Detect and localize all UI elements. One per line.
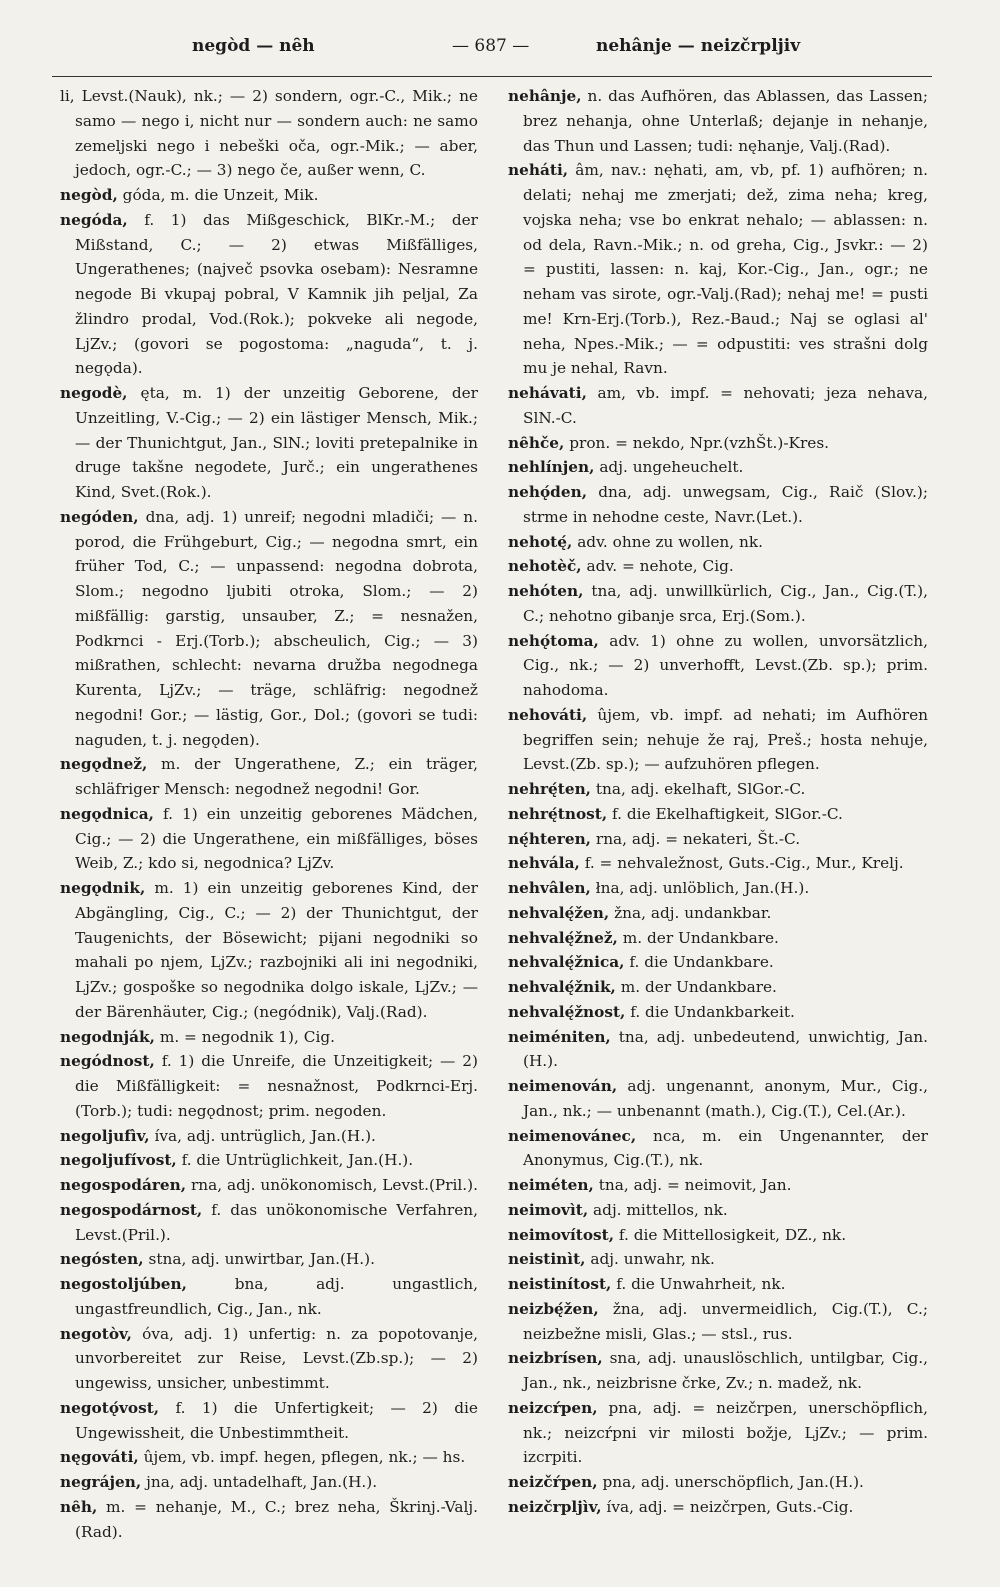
- entry-headword: nehováti,: [508, 705, 588, 724]
- entry-headword: neiméniten,: [508, 1027, 611, 1046]
- entry-definition: f. 1) die Unfertigkeit; — 2) die Ungewissheit, die Unbestimmtheit.: [75, 1398, 478, 1442]
- dictionary-entry: [508, 876, 928, 901]
- dictionary-entry: [508, 901, 928, 926]
- entry-definition: adj. ungeheuchelt.: [599, 458, 744, 477]
- dictionary-entry: [508, 530, 928, 555]
- entry-definition: âm, nav.: nęhati, am, vb, pf. 1) aufhören; n. delati; nehaj me zmerjati; dež, zima neha; kreg, vojska neha; vse bo enkrat nehalo; — ablassen: n. od dela, Ravn.-Mik.; n. od greha, Cig., Jsvkr.: — 2) = pustiti, lassen: n. kaj, Kor.-Cig., Jan., ogr.; ne neham vas sirote, ogr.-Valj.(Rad); nehaj me! = pusti me! Krn-Erj.(Torb.), Rez.-Baud.; Naj se oglasi al' neha, Npes.-Mik.; — = odpustiti: ves strašni dolg mu je nehal, Ravn.: [523, 161, 928, 378]
- entry-definition: f. 1) ein unzeitig geborenes Mädchen, Cig.; — 2) die Ungerathene, ein mißfälliges, böses Weib, Z.; kdo si, negodnica? LjZv.: [75, 804, 478, 873]
- dictionary-entry: [508, 1074, 928, 1124]
- dictionary-entry: [60, 1148, 478, 1173]
- entry-definition: li, Levst.(Nauk), nk.; — 2) sondern, ogr.-C., Mik.; ne samo — nego i, nicht nur — sondern auch: ne samo zemeljski nego i nebeški oča, ogr.-Mik.; — aber, jedoch, ogr.-C.; — 3) nego če, außer wenn, C.: [60, 87, 478, 180]
- entry-definition: pron. = nekdo, Npr.(vzhŠt.)-Kres.: [569, 433, 830, 452]
- entry-headword: neimenovánec,: [508, 1126, 637, 1145]
- entry-definition: pna, adj. = neizčrpen, unerschöpflich, nk.; neizcŕpni vir milosti božje, LjZv.; — prim. izcrpiti.: [523, 1398, 928, 1467]
- dictionary-entry: [508, 1247, 928, 1272]
- entry-headword: negǫdnica,: [60, 804, 154, 823]
- dictionary-entry: [60, 84, 478, 183]
- entry-definition: m. der Undankbare.: [622, 928, 779, 947]
- dictionary-entry: [508, 802, 928, 827]
- entry-definition: íva, adj. untrüglich, Jan.(H.).: [154, 1126, 376, 1145]
- dictionary-entry: [508, 1198, 928, 1223]
- entry-headword: neistinítost,: [508, 1275, 612, 1293]
- header-left-guide-words: negòd — nȇh: [192, 36, 315, 56]
- entry-headword: nehvâlen,: [508, 879, 591, 897]
- dictionary-entry: [508, 1025, 928, 1075]
- dictionary-entry: [60, 1396, 478, 1446]
- entry-definition: f. = nehvaležnost, Guts.-Cig., Mur., Krelj.: [584, 854, 904, 873]
- entry-headword: negòd,: [60, 186, 118, 204]
- entry-headword: neimovítost,: [508, 1225, 615, 1244]
- entry-headword: negostoljúben,: [60, 1275, 187, 1293]
- entry-headword: negotòv,: [60, 1324, 132, 1343]
- dictionary-entry: [508, 1223, 928, 1248]
- header-rule: [52, 76, 932, 77]
- dictionary-entry: [60, 208, 478, 381]
- dictionary-entry: [508, 777, 928, 802]
- dictionary-entry: [60, 1124, 478, 1149]
- entry-headword: neizčŕpen,: [508, 1473, 598, 1491]
- dictionary-entry: [508, 431, 928, 456]
- entry-definition: íva, adj. = neizčrpen, Guts.-Cig.: [606, 1497, 854, 1516]
- entry-headword: nehávati,: [508, 384, 587, 402]
- page-header: [60, 36, 932, 64]
- entry-definition: adj. unwahr, nk.: [590, 1250, 715, 1269]
- entry-definition: adv. = nehote, Cig.: [586, 557, 734, 576]
- dictionary-entry: [60, 1495, 478, 1545]
- entry-definition: m. der Undankbare.: [620, 978, 777, 996]
- entry-headword: nehvalę́žnica,: [508, 953, 625, 972]
- dictionary-entry: [508, 1272, 928, 1297]
- entry-headword: nehrę́ten,: [508, 780, 592, 798]
- entry-definition: f. das unökonomische Verfahren, Levst.(Pril.).: [75, 1200, 478, 1244]
- right-column: [508, 84, 928, 1564]
- entry-definition: tna, adj. unwillkürlich, Cig., Jan., Cig.(T.), C.; nehotno gibanje srca, Erj.(Som.).: [523, 582, 928, 625]
- entry-headword: nehotę́,: [508, 532, 573, 551]
- entry-headword: negoljufívost,: [60, 1151, 177, 1170]
- entry-definition: dna, adj. 1) unreif; negodni mladiči; — n. porod, die Frühgeburt, Cig.; — negodna smrt, ein früher Tod, C.; — unpassend: negodna dobrota, Slom.; negodno ljubiti otroka, Slom.; — 2) mißfällig: garstig, unsauber, Z.; = nesnažen, Podkrnci - Erj.(Torb.); abscheulich, Cig.; — 3) mißrathen, schlecht: nevarna družba negodnega Kurenta, LjZv.; — träge, schläfrig: negodnež negodni! Gor.; — lästig, Gor., Dol.; (govori se tudi: naguden, t. j. negǫden).: [75, 507, 478, 749]
- entry-headword: neizčrpljìv,: [508, 1497, 602, 1516]
- dictionary-entry: [508, 158, 928, 381]
- entry-definition: m. = nehanje, M., C.; brez neha, Škrinj.-Valj.(Rad).: [75, 1497, 478, 1541]
- dictionary-entry: [60, 381, 478, 505]
- entry-headword: nȇhče,: [508, 433, 565, 452]
- entry-headword: negóda,: [60, 210, 128, 229]
- entry-definition: pna, adj. unerschöpflich, Jan.(H.).: [602, 1473, 864, 1491]
- dictionary-entry: [60, 1025, 478, 1050]
- entry-definition: f. die Undankbarkeit.: [630, 1002, 795, 1021]
- entry-definition: žna, adj. undankbar.: [614, 903, 772, 922]
- entry-headword: negrájen,: [60, 1473, 142, 1491]
- dictionary-entry: [508, 629, 928, 703]
- dictionary-entry: [508, 950, 928, 975]
- entry-definition: ęta, m. 1) der unzeitig Geborene, der Unzeitling, V.-Cig.; — 2) ein lästiger Mensch, Mik.; — der Thunichtgut, Jan., SlN.; loviti pretepalnike in druge takšne negodete, Jurč.; ein ungerathenes Kind, Svet.(Rok.).: [75, 384, 478, 501]
- dictionary-entry: [508, 1297, 928, 1347]
- dictionary-entry: [508, 1396, 928, 1470]
- entry-definition: óva, adj. 1) unfertig: n. za popotovanje, unvorbereitet zur Reise, Levst.(Zb.sp.); — 2) ungewiss, unsicher, unbestimmt.: [75, 1324, 478, 1392]
- entry-headword: nę́hteren,: [508, 829, 592, 848]
- dictionary-entry: [60, 752, 478, 802]
- dictionary-entry: [508, 1000, 928, 1025]
- entry-headword: negospodáren,: [60, 1176, 187, 1194]
- entry-definition: bna, adj. ungastlich, ungastfreundlich, Cig., Jan., nk.: [75, 1275, 478, 1318]
- entry-headword: nȇh,: [60, 1497, 98, 1516]
- dictionary-entry: [60, 1049, 478, 1123]
- entry-definition: stna, adj. unwirtbar, Jan.(H.).: [148, 1250, 375, 1269]
- entry-headword: nęgováti,: [60, 1448, 139, 1467]
- entry-headword: negotǫ́vost,: [60, 1398, 160, 1417]
- dictionary-entry: [508, 480, 928, 530]
- dictionary-entry: [508, 1173, 928, 1198]
- entry-headword: negódnost,: [60, 1052, 155, 1071]
- entry-definition: rna, adj. = nekateri, Št.-C.: [595, 829, 801, 848]
- entry-headword: nehlínjen,: [508, 458, 595, 477]
- entry-definition: f. die Untrüglichkeit, Jan.(H.).: [181, 1151, 414, 1170]
- dictionary-entry: [508, 84, 928, 158]
- entry-definition: f. die Undankbare.: [629, 953, 774, 972]
- dictionary-entry: [508, 851, 928, 876]
- entry-headword: nehóten,: [508, 582, 584, 600]
- entry-definition: m. = negodnik 1), Cig.: [159, 1027, 335, 1046]
- entry-headword: nehǫ́toma,: [508, 631, 599, 650]
- dictionary-entry: [508, 455, 928, 480]
- dictionary-entry: [60, 1445, 478, 1470]
- dictionary-entry: [508, 1346, 928, 1396]
- entry-definition: rna, adj. unökonomisch, Levst.(Pril.).: [191, 1176, 478, 1194]
- entry-headword: negǫdnik,: [60, 879, 146, 897]
- entry-definition: f. 1) die Unreife, die Unzeitigkeit; — 2) die Mißfälligkeit: = nesnažnost, Podkrnci-Erj.(Torb.); tudi: negǫdnost; prim. negoden.: [75, 1052, 478, 1120]
- entry-definition: nca, m. ein Ungenannter, der Anonymus, Cig.(T.), nk.: [523, 1126, 928, 1170]
- dictionary-entry: [60, 1198, 478, 1248]
- dictionary-entry: [508, 1124, 928, 1174]
- dictionary-entry: [60, 505, 478, 753]
- entry-definition: tna, adj. = neimovit, Jan.: [598, 1176, 792, 1194]
- entry-definition: f. die Ekelhaftigkeit, SlGor.-C.: [612, 804, 843, 823]
- entry-definition: adv. 1) ohne zu wollen, unvorsätzlich, Cig., nk.; — 2) unverhofft, Levst.(Zb. sp.); prim. nahodoma.: [523, 631, 928, 699]
- entry-definition: tna, adj. ekelhaft, SlGor.-C.: [595, 780, 806, 798]
- dictionary-entry: [508, 703, 928, 777]
- entry-definition: m. der Ungerathene, Z.; ein träger, schläfriger Mensch: negodnež negodni! Gor.: [75, 755, 478, 798]
- entry-headword: nehvalę́žnik,: [508, 978, 616, 996]
- entry-definition: adj. ungenannt, anonym, Mur., Cig., Jan., nk.; — unbenannt (math.), Cig.(T.), Cel.(Ar.).: [523, 1077, 928, 1120]
- entry-headword: nehvála,: [508, 854, 580, 873]
- entry-definition: tna, adj. unbedeutend, unwichtig, Jan.(H.).: [523, 1027, 928, 1071]
- dictionary-entry: [508, 579, 928, 629]
- entry-headword: negodè,: [60, 384, 128, 402]
- entry-definition: łna, adj. unlöblich, Jan.(H.).: [595, 879, 810, 897]
- entry-definition: n. das Aufhören, das Ablassen, das Lassen; brez nehanja, ohne Unterlaß; dejanje in nehanje, das Thun und Lassen; tudi: nęhanje, Valj.(Rad).: [523, 87, 928, 155]
- entry-headword: nehvalę́žen,: [508, 903, 610, 922]
- entry-headword: nehotèč,: [508, 557, 582, 576]
- entry-headword: neistinìt,: [508, 1250, 586, 1269]
- dictionary-entry: [60, 1247, 478, 1272]
- dictionary-entry: [508, 827, 928, 852]
- dictionary-entry: [60, 876, 478, 1025]
- dictionary-entry: [508, 1495, 928, 1520]
- entry-definition: sna, adj. unauslöschlich, untilgbar, Cig., Jan., nk., neizbrisne črke, Zv.; n. madež, nk.: [523, 1349, 928, 1392]
- header-right-guide-words: nehânje — neizčrpljiv: [596, 36, 801, 56]
- entry-definition: m. 1) ein unzeitig geborenes Kind, der Abgängling, Cig., C.; — 2) der Thunichtgut, der Taugenichts, der Bösewicht; pijani negodniki so mahali po njem, LjZv.; razbojniki ali ini negodniki, LjZv.; gospoške so negodnika dolgo iskale, LjZv.; — der Bärenhäuter, Cig.; (negódnik), Valj.(Rad).: [75, 879, 478, 1021]
- entry-headword: negoljufìv,: [60, 1126, 150, 1145]
- entry-headword: neimenován,: [508, 1077, 618, 1095]
- dictionary-entry: [60, 1322, 478, 1396]
- dictionary-entry: [508, 1470, 928, 1495]
- entry-headword: neiméten,: [508, 1176, 594, 1194]
- entry-headword: neizbę́žen,: [508, 1299, 599, 1318]
- page-number: — 687 —: [452, 36, 530, 56]
- entry-definition: góda, m. die Unzeit, Mik.: [122, 186, 319, 204]
- dictionary-entry: [60, 183, 478, 208]
- entry-definition: jna, adj. untadelhaft, Jan.(H.).: [146, 1473, 378, 1491]
- entry-headword: negǫdnež,: [60, 755, 148, 774]
- entry-definition: f. 1) das Mißgeschick, BlKr.-M.; der Mißstand, C.; — 2) etwas Mißfälliges, Ungerathenes; (največ psovka osebam): Nesramne negode Bi vkupaj pobral, V Kamnik jih peljal, Za žlindro prodal, Vod.(Rok.); pokveke ali negode, LjZv.; (govori se pogostoma: „naguda“, t. j. negǫda).: [75, 210, 478, 378]
- dictionary-entry: [60, 1470, 478, 1495]
- entry-definition: f. die Mittellosigkeit, DZ., nk.: [618, 1225, 847, 1244]
- entry-headword: neizbrísen,: [508, 1349, 603, 1368]
- entry-headword: negósten,: [60, 1250, 144, 1269]
- entry-definition: dna, adj. unwegsam, Cig., Raič (Slov.); strme in nehodne ceste, Navr.(Let.).: [523, 483, 928, 526]
- entry-headword: negodnják,: [60, 1027, 155, 1046]
- entry-definition: am, vb. impf. = nehovati; jeza nehava, SlN.-C.: [523, 384, 928, 427]
- dictionary-entry: [508, 975, 928, 1000]
- entry-headword: negóden,: [60, 507, 139, 526]
- entry-definition: ûjem, vb. impf. hegen, pflegen, nk.; — hs.: [143, 1448, 466, 1467]
- entry-definition: adv. ohne zu wollen, nk.: [577, 532, 763, 551]
- entry-definition: žna, adj. unvermeidlich, Cig.(T.), C.; neizbežne misli, Glas.; — stsl., rus.: [523, 1299, 928, 1343]
- entry-headword: nehvalę́žnež,: [508, 928, 618, 947]
- dictionary-entry: [508, 554, 928, 579]
- entry-headword: nehânje,: [508, 87, 582, 105]
- entry-definition: adj. mittellos, nk.: [593, 1200, 728, 1219]
- entry-definition: ûjem, vb. impf. ad nehati; im Aufhören begriffen sein; nehuje že raj, Preš.; hosta nehuje, Levst.(Zb. sp.); — aufzuhören pflegen.: [523, 705, 928, 774]
- entry-headword: neimovìt,: [508, 1200, 589, 1219]
- entry-headword: negospodárnost,: [60, 1200, 203, 1219]
- entry-definition: f. die Unwahrheit, nk.: [616, 1275, 786, 1293]
- dictionary-entry: [60, 802, 478, 876]
- entry-headword: neizcŕpen,: [508, 1398, 598, 1417]
- left-column: [60, 84, 478, 1564]
- entry-headword: neháti,: [508, 161, 569, 180]
- entry-headword: nehrę́tnost,: [508, 804, 608, 823]
- entry-headword: nehvalę́žnost,: [508, 1002, 626, 1021]
- entry-headword: nehǫ́den,: [508, 483, 588, 501]
- dictionary-entry: [508, 926, 928, 951]
- dictionary-entry: [508, 381, 928, 431]
- dictionary-entry: [60, 1272, 478, 1322]
- dictionary-entry: [60, 1173, 478, 1198]
